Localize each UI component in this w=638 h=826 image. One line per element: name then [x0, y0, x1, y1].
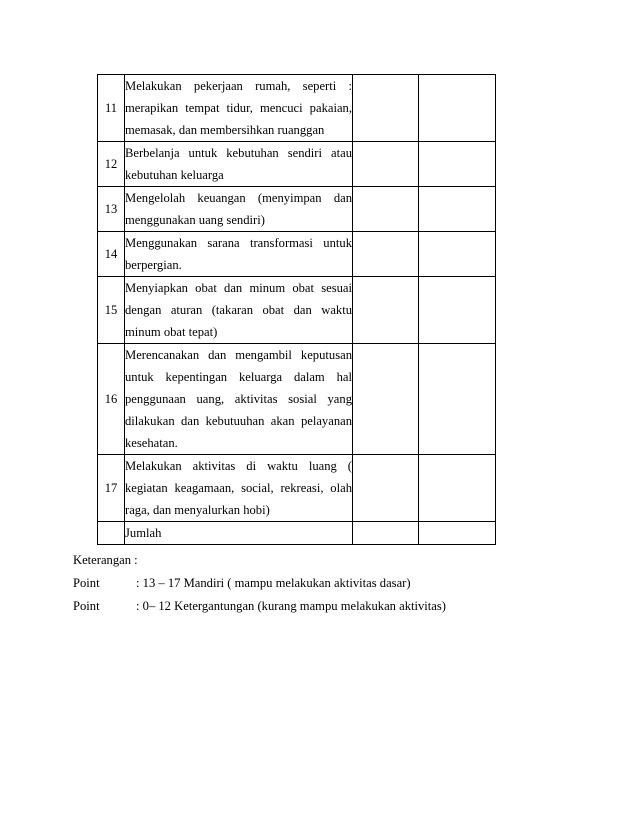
description-line: minum obat tepat): [125, 325, 218, 339]
description-line: Mengelolah keuangan (menyimpan dan: [125, 191, 352, 205]
score-cell-1: [353, 455, 419, 522]
description-line: memasak, dan membersihkan ruanggan: [125, 123, 325, 137]
activity-assessment-table: [97, 74, 496, 545]
total-label: Jumlah: [125, 526, 162, 540]
description-line: merapikan tempat tidur, mencuci pakaian,: [125, 101, 352, 115]
table-row: [98, 232, 496, 277]
score-cell-1: [353, 344, 419, 455]
description-line: berpergian.: [125, 258, 182, 272]
score-cell-2: [419, 344, 496, 455]
activity-description: [125, 344, 353, 455]
notes-section: [73, 549, 593, 618]
description-line: Merencanakan dan mengambil keputusan: [125, 348, 352, 362]
score-cell-1: [353, 232, 419, 277]
description-line: untuk kepentingan keluarga dalam hal: [125, 370, 352, 384]
description-line: penggunaan uang, aktivitas sosial yang: [125, 392, 352, 406]
activity-description: [125, 455, 353, 522]
score-cell-2: [419, 277, 496, 344]
description-line: kegiatan keagamaan, social, rekreasi, olah: [125, 481, 352, 495]
total-row: [98, 522, 496, 545]
table-row: [98, 75, 496, 142]
row-number: 15: [98, 277, 125, 344]
activity-description: [125, 187, 353, 232]
score-cell-1: [353, 277, 419, 344]
note-item: [73, 572, 593, 595]
activity-description: [125, 75, 353, 142]
total-number-cell: [98, 522, 125, 545]
table-row: [98, 344, 496, 455]
table-row: [98, 277, 496, 344]
description-line: raga, dan menyalurkan hobi): [125, 503, 270, 517]
total-score-cell-1: [353, 522, 419, 545]
row-number: 16: [98, 344, 125, 455]
table-row: [98, 455, 496, 522]
note-item: [73, 595, 593, 618]
description-line: menggunakan uang sendiri): [125, 213, 265, 227]
score-cell-1: [353, 142, 419, 187]
row-number: 11: [98, 75, 125, 142]
description-line: dilakukan dan kebutuuhan akan pelayanan: [125, 414, 352, 428]
row-number: 13: [98, 187, 125, 232]
description-line: Berbelanja untuk kebutuhan sendiri atau: [125, 146, 352, 160]
score-cell-2: [419, 75, 496, 142]
description-line: Melakukan pekerjaan rumah, seperti :: [125, 79, 352, 93]
note-label: Point: [73, 599, 100, 613]
score-cell-2: [419, 232, 496, 277]
note-label: Point: [73, 576, 100, 590]
notes-heading-text: Keterangan :: [73, 553, 138, 567]
score-cell-2: [419, 455, 496, 522]
activity-description: [125, 142, 353, 187]
table-row: [98, 187, 496, 232]
row-number: 12: [98, 142, 125, 187]
score-cell-1: [353, 187, 419, 232]
activity-description: [125, 277, 353, 344]
description-line: dengan aturan (takaran obat dan waktu: [125, 303, 352, 317]
description-line: kebutuhan keluarga: [125, 168, 224, 182]
score-cell-2: [419, 142, 496, 187]
total-label-cell: [125, 522, 353, 545]
row-number: 14: [98, 232, 125, 277]
notes-heading: [73, 549, 593, 572]
table-body: [98, 75, 496, 545]
description-line: Menyiapkan obat dan minum obat sesuai: [125, 281, 352, 295]
note-text: : 13 – 17 Mandiri ( mampu melakukan aktivitas dasar): [136, 576, 411, 590]
description-line: Melakukan aktivitas di waktu luang (: [125, 459, 352, 473]
table-row: [98, 142, 496, 187]
description-line: kesehatan.: [125, 436, 178, 450]
activity-description: [125, 232, 353, 277]
row-number: 17: [98, 455, 125, 522]
description-line: Menggunakan sarana transformasi untuk: [125, 236, 352, 250]
note-text: : 0– 12 Ketergantungan (kurang mampu melakukan aktivitas): [136, 599, 446, 613]
total-score-cell-2: [419, 522, 496, 545]
score-cell-2: [419, 187, 496, 232]
score-cell-1: [353, 75, 419, 142]
